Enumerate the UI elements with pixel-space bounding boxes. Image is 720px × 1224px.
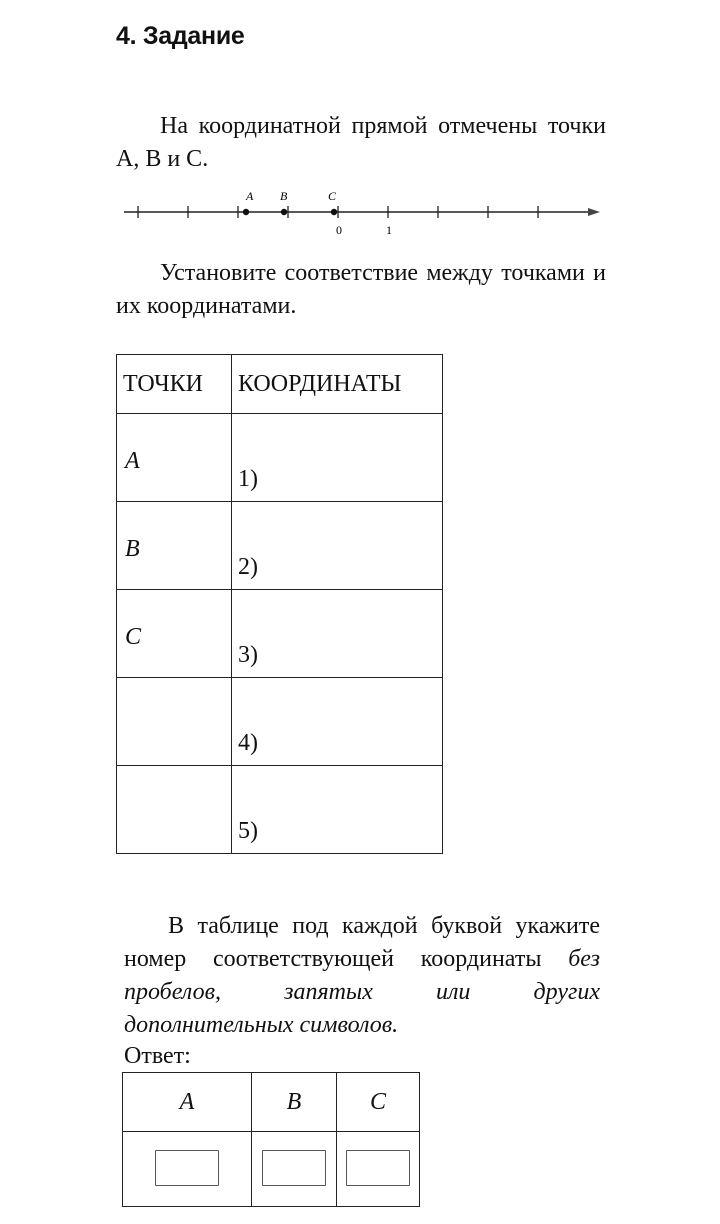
coord-cell: 4) <box>232 678 443 766</box>
tick-label-1: 1 <box>386 223 392 237</box>
answer-header-b: B <box>252 1073 337 1132</box>
answer-header-c: C <box>337 1073 420 1132</box>
table-row <box>117 414 443 502</box>
coord-cell: 2) <box>232 502 443 590</box>
point-b-dot <box>281 209 287 215</box>
answer-input-a[interactable] <box>155 1150 219 1186</box>
intro-paragraph <box>116 110 606 176</box>
answer-table <box>122 1072 420 1207</box>
number-line-arrow <box>588 208 600 216</box>
point-c-label: C <box>328 189 337 203</box>
answer-input-row <box>123 1132 420 1207</box>
point-cell <box>117 678 232 766</box>
table-row <box>117 766 443 854</box>
intro-text: На координатной прямой отмечены точки A, B и C. <box>116 113 606 172</box>
answer-input-c[interactable] <box>346 1150 410 1186</box>
match-table-header <box>117 355 443 414</box>
header-coords: КООРДИНАТЫ <box>232 355 443 414</box>
tick-label-0: 0 <box>336 223 342 237</box>
number-line <box>118 186 608 240</box>
answer-input-b[interactable] <box>262 1150 326 1186</box>
answer-instruction-italic: без пробелов, запятых или других дополнительных символов. <box>124 946 601 1038</box>
header-points: ТОЧКИ <box>117 355 232 414</box>
match-table <box>116 354 443 854</box>
point-cell: B <box>117 502 232 590</box>
point-cell: A <box>117 414 232 502</box>
answer-cell-c <box>337 1132 420 1207</box>
coord-cell: 5) <box>232 766 443 854</box>
point-a-dot <box>243 209 249 215</box>
coord-cell: 3) <box>232 590 443 678</box>
point-cell: C <box>117 590 232 678</box>
point-b-label: B <box>280 189 288 203</box>
instruction-text: Установите соответствие между точками и их координатами. <box>116 260 606 319</box>
table-row <box>117 678 443 766</box>
answer-label: Ответ: <box>124 1043 191 1069</box>
point-cell <box>117 766 232 854</box>
answer-header-a: A <box>123 1073 252 1132</box>
instruction-paragraph <box>116 257 606 323</box>
answer-instruction-plain: В таблице под каждой буквой укажите номер соответствующей координаты <box>124 913 600 972</box>
table-row <box>117 590 443 678</box>
point-c-dot <box>331 209 337 215</box>
answer-cell-a <box>123 1132 252 1207</box>
coord-cell: 1) <box>232 414 443 502</box>
answer-instruction <box>124 910 600 1042</box>
answer-header-row <box>123 1073 420 1132</box>
point-a-label: A <box>246 189 254 203</box>
table-row <box>117 502 443 590</box>
answer-cell-b <box>252 1132 337 1207</box>
task-title: 4. Задание <box>116 22 245 50</box>
